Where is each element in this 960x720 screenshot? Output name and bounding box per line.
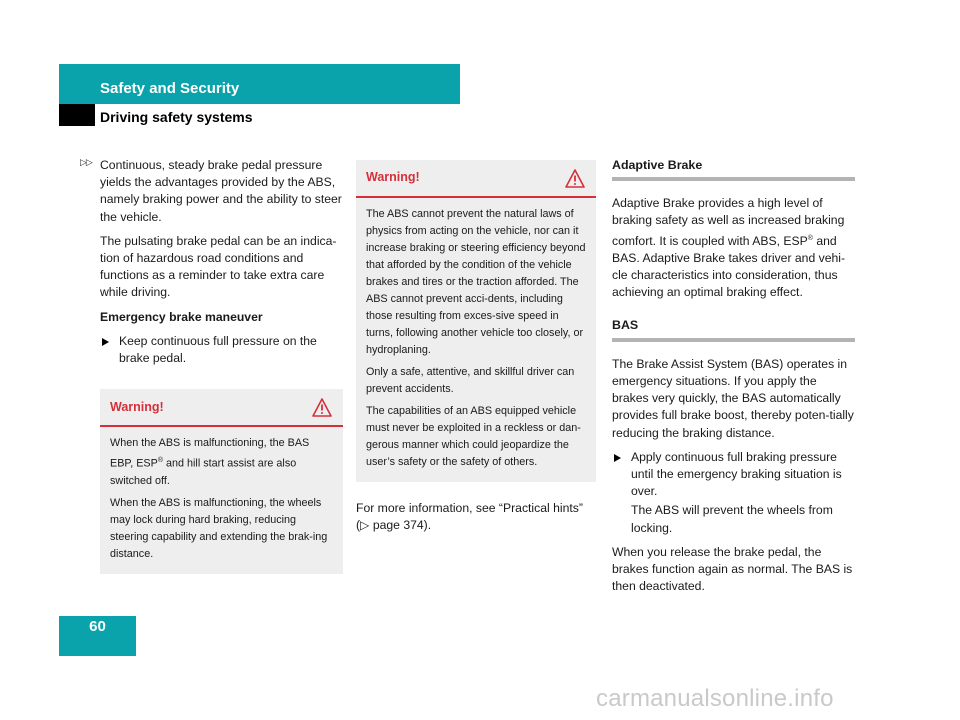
warning-text: When the ABS is malfunctioning, the wheels may lock during hard braking, reducing steering capability and extending the brak-ing distance. [110, 496, 328, 560]
section-title: Safety and Security [100, 80, 240, 97]
warning-box [356, 160, 596, 482]
header-tab-marker [59, 104, 95, 126]
warning-body [356, 198, 596, 482]
column-right [612, 157, 855, 602]
column-middle [356, 160, 596, 541]
warning-title: Warning! [110, 399, 164, 414]
bullet-arrow-icon [614, 454, 621, 462]
list-item-note: The ABS will prevent the wheels from locking. [631, 503, 833, 535]
list-item [100, 333, 343, 367]
paragraph: When you release the brake pedal, the brakes function again as normal. The BAS is then deactivated. [612, 544, 853, 594]
paragraph [356, 500, 596, 534]
warning-body [100, 427, 343, 574]
paragraph: Continuous, steady brake pedal pressure yields the advantages provided by the ABS, namely braking power and the ability to steer the vehicle. [100, 158, 342, 224]
list-item-text: Keep continuous full pressure on the brake pedal. [119, 333, 317, 366]
more-info-text: For more information, see “Practical hints” [356, 501, 583, 515]
warning-header [356, 160, 596, 198]
warning-text: The ABS cannot prevent the natural laws of physics from acting on the vehicle, nor can it increase braking or steering efficiency beyond that afforded by the condition of the vehicle brakes and tires or the traction afforded. The ABS cannot prevent acci-dents, including those resulting from exces-sive speed in turns, following another vehicle too closely, or hydroplaning. [366, 208, 586, 356]
paragraph: The pulsating brake pedal can be an indica-tion of hazardous road conditions and functions as a reminder to take extra care while driving. [100, 233, 337, 300]
warning-triangle-icon [312, 398, 332, 417]
warning-triangle-icon [565, 169, 585, 188]
column-left [100, 157, 343, 574]
warning-title: Warning! [366, 170, 420, 185]
watermark: carmanualsonline.info [596, 685, 834, 712]
paragraph: Adaptive Brake provides a high level of braking safety as well as increased braking comfort. It is coupled with ABS, ESP® and BAS. Adaptive Brake takes driver and vehi-cle characteristics into consideration, thus achieving an optimal braking effect. [612, 196, 846, 300]
bullet-arrow-icon [102, 338, 109, 346]
list-item-text: Apply continuous full braking pressure until the emergency braking situation is over. [631, 449, 842, 499]
paragraph: The Brake Assist System (BAS) operates in emergency situations. If you apply the brakes very quickly, the BAS automatically provides full brake boost, thereby poten-tially reducing the braking distance. [612, 356, 854, 440]
subheading: Emergency brake maneuver [100, 309, 263, 324]
warning-box [100, 389, 343, 574]
section-heading: Adaptive Brake [612, 157, 855, 181]
warning-header [100, 389, 343, 427]
warning-text: When the ABS is malfunctioning, the BAS EBP, ESP® and hill start assist are also switched off. [110, 437, 310, 487]
section-heading: BAS [612, 317, 855, 341]
page-reference-link[interactable]: (▷ page 374). [356, 518, 432, 533]
warning-text: The capabilities of an ABS equipped vehicle must never be exploited in a reckless or dan-gerous manner which could jeopardize the user’s safety or the safety of others. [366, 405, 581, 468]
page-number: 60 [89, 618, 106, 635]
subsection-title: Driving safety systems [100, 109, 253, 125]
list-item [612, 449, 855, 501]
continued-mark: ▷▷ [80, 157, 92, 167]
warning-text: Only a safe, attentive, and skillful driver can prevent accidents. [366, 366, 575, 395]
